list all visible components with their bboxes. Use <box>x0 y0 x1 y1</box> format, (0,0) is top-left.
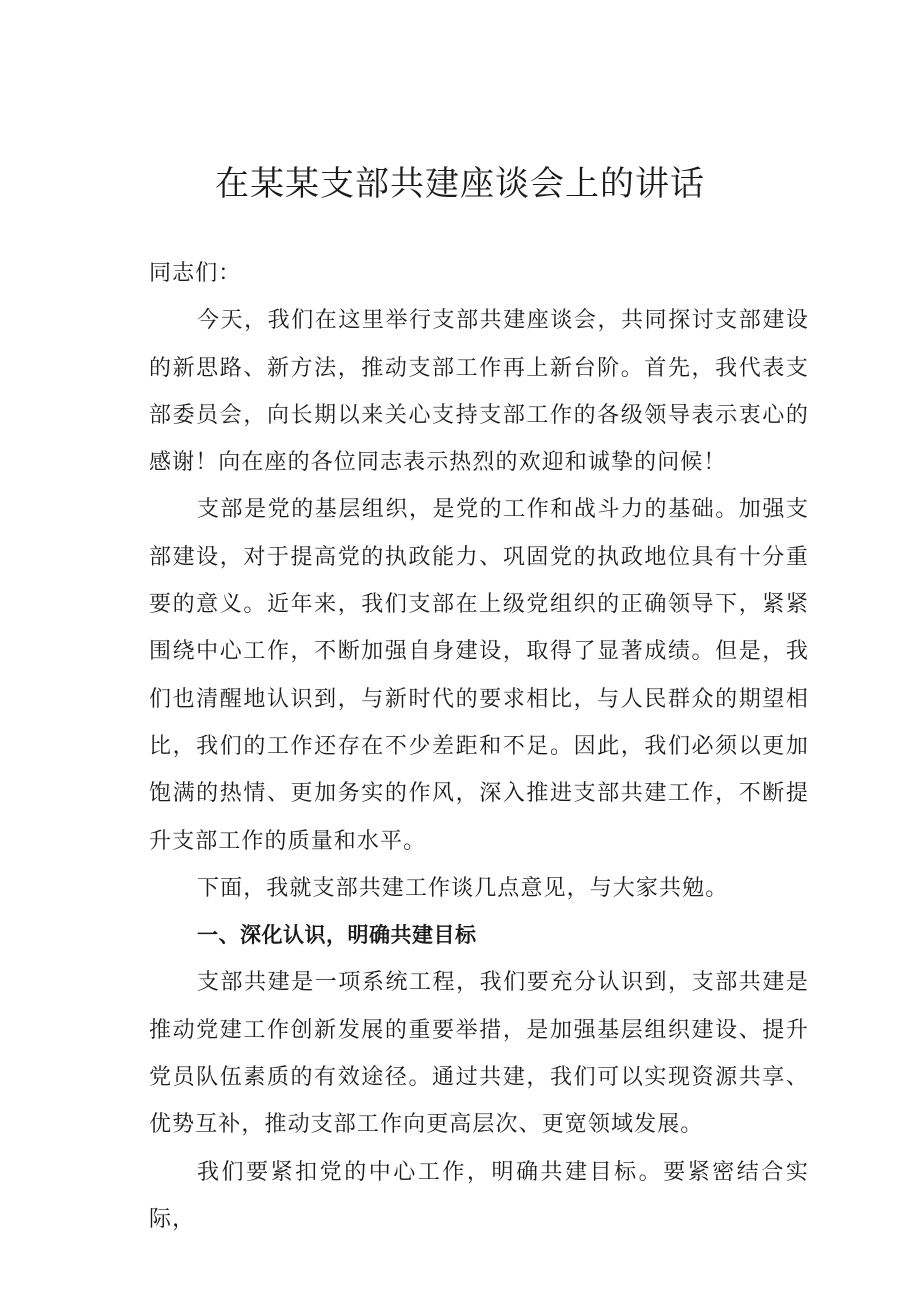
salutation: 同志们： <box>149 261 242 286</box>
document-title: 在某某支部共建座谈会上的讲话 <box>215 164 705 204</box>
paragraph: 支部共建是一项系统工程，我们要充分认识到，支部共建是推动党建工作创新发展的重要举措，是加强基层组织建设、提升党员队伍素质的有效途径。通过共建，我们可以实现资源共享、优势互补，推动支部工作向更高层次、更宽领域发展。 <box>149 970 809 1138</box>
section-heading: 一、深化认识，明确共建目标 <box>197 923 477 948</box>
paragraph: 支部是党的基层组织，是党的工作和战斗力的基础。加强支部建设，对于提高党的执政能力、巩固党的执政地位具有十分重要的意义。近年来，我们支部在上级党组织的正确领导下，紧紧围绕中心工作，不断加强自身建设，取得了显著成绩。但是，我们也清醒地认识到，与新时代的要求相比，与人民群众的期望相比，我们的工作还存在不少差距和不足。因此，我们必须以更加饱满的热情、更加务实的作风，深入推进支部共建工作，不断提升支部工作的质量和水平。 <box>149 497 809 854</box>
paragraph: 下面，我就支部共建工作谈几点意见，与大家共勉。 <box>197 875 729 901</box>
paragraph: 我们要紧扣党的中心工作，明确共建目标。要紧密结合实际， <box>149 1159 809 1232</box>
document-body <box>149 250 809 1243</box>
paragraph: 今天，我们在这里举行支部共建座谈会，共同探讨支部建设的新思路、新方法，推动支部工作再上新台阶。首先，我代表支部委员会，向长期以来关心支持支部工作的各级领导表示衷心的感谢！向在座的各位同志表示热烈的欢迎和诚挚的问候！ <box>149 308 809 476</box>
